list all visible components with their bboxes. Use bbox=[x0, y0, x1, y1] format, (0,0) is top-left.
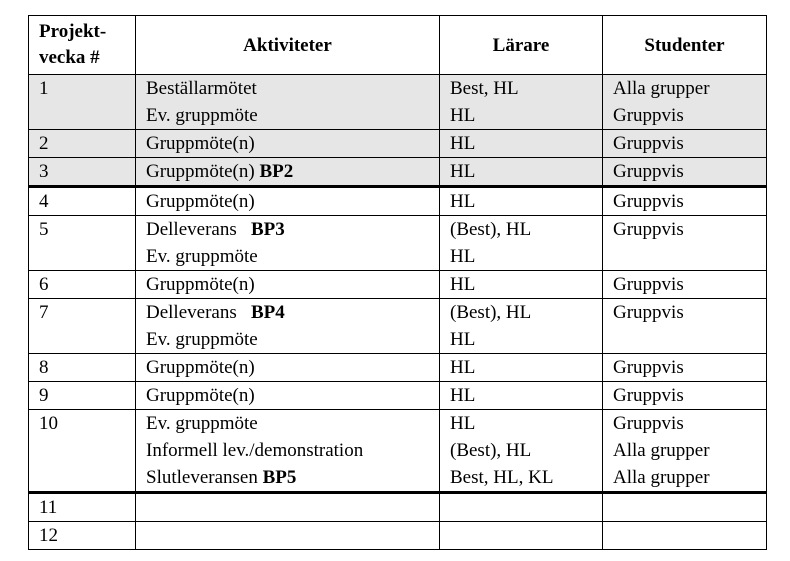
milestone-label: BP4 bbox=[250, 302, 285, 323]
teacher-line: HL bbox=[450, 246, 476, 267]
activities-cell bbox=[136, 493, 440, 522]
teacher-line: HL bbox=[450, 329, 476, 350]
teacher-line: HL bbox=[450, 385, 476, 406]
teachers-cell bbox=[440, 522, 603, 550]
students-cell bbox=[603, 522, 767, 550]
teachers-cell bbox=[440, 187, 603, 216]
activities-cell bbox=[136, 299, 440, 354]
milestone-label: BP3 bbox=[250, 219, 285, 240]
student-line: Alla grupper bbox=[613, 440, 710, 461]
teachers-cell bbox=[440, 410, 603, 493]
table-row bbox=[29, 299, 767, 354]
teacher-line: HL bbox=[450, 133, 476, 154]
teachers-cell bbox=[440, 75, 603, 130]
students-cell bbox=[603, 158, 767, 187]
teacher-line: HL bbox=[450, 413, 476, 434]
teacher-line: HL bbox=[450, 191, 476, 212]
header-week: Projekt- vecka # bbox=[29, 16, 136, 75]
students-cell bbox=[603, 354, 767, 382]
activity-text: Informell lev./demonstration bbox=[146, 440, 364, 461]
table-row bbox=[29, 382, 767, 410]
activity-line bbox=[146, 271, 439, 298]
activity-line bbox=[146, 410, 439, 437]
table-row bbox=[29, 522, 767, 550]
teacher-line: (Best), HL bbox=[450, 219, 532, 240]
activity-text: Gruppmöte(n) bbox=[146, 133, 255, 154]
activities-cell bbox=[136, 216, 440, 271]
activity-line bbox=[146, 158, 439, 185]
week-cell: 10 bbox=[29, 410, 136, 493]
student-line: Gruppvis bbox=[613, 161, 684, 182]
teacher-line: (Best), HL bbox=[450, 440, 532, 461]
activity-line bbox=[146, 299, 439, 326]
activities-cell bbox=[136, 410, 440, 493]
week-cell: 5 bbox=[29, 216, 136, 271]
teachers-cell bbox=[440, 382, 603, 410]
header-teachers: Lärare bbox=[440, 16, 603, 75]
week-cell: 12 bbox=[29, 522, 136, 550]
activities-cell bbox=[136, 158, 440, 187]
table-body bbox=[29, 75, 767, 550]
week-cell: 8 bbox=[29, 354, 136, 382]
activity-text: Gruppmöte(n) bbox=[146, 385, 255, 406]
teachers-cell bbox=[440, 354, 603, 382]
week-cell: 9 bbox=[29, 382, 136, 410]
activity-text: Gruppmöte(n) bbox=[146, 191, 255, 212]
activity-text: Delleverans bbox=[146, 219, 251, 240]
table-row bbox=[29, 354, 767, 382]
activity-line bbox=[146, 216, 439, 243]
activity-text: Gruppmöte(n) bbox=[146, 357, 255, 378]
teachers-cell bbox=[440, 130, 603, 158]
week-cell: 4 bbox=[29, 187, 136, 216]
students-cell bbox=[603, 299, 767, 354]
activity-text: Delleverans bbox=[146, 302, 251, 323]
students-cell bbox=[603, 130, 767, 158]
teacher-line: Best, HL, KL bbox=[450, 467, 554, 488]
teachers-cell bbox=[440, 493, 603, 522]
activities-cell bbox=[136, 354, 440, 382]
header-students: Studenter bbox=[603, 16, 767, 75]
student-line: Gruppvis bbox=[613, 385, 684, 406]
activity-text: Slutleveransen bbox=[146, 467, 263, 488]
table-header bbox=[29, 16, 767, 75]
activities-cell bbox=[136, 75, 440, 130]
week-cell: 2 bbox=[29, 130, 136, 158]
student-line: Gruppvis bbox=[613, 133, 684, 154]
students-cell bbox=[603, 410, 767, 493]
activity-line bbox=[146, 188, 439, 215]
table-row bbox=[29, 493, 767, 522]
student-line: Gruppvis bbox=[613, 219, 684, 240]
table-row bbox=[29, 410, 767, 493]
student-line: Alla grupper bbox=[613, 78, 710, 99]
student-line: Gruppvis bbox=[613, 191, 684, 212]
schedule-table bbox=[28, 15, 767, 550]
students-cell bbox=[603, 271, 767, 299]
students-cell bbox=[603, 382, 767, 410]
activity-line bbox=[146, 243, 439, 270]
activities-cell bbox=[136, 271, 440, 299]
activities-cell bbox=[136, 187, 440, 216]
table-row bbox=[29, 130, 767, 158]
activity-text: Gruppmöte(n) bbox=[146, 274, 255, 295]
student-line: Alla grupper bbox=[613, 467, 710, 488]
activity-line bbox=[146, 130, 439, 157]
table-row bbox=[29, 187, 767, 216]
week-cell: 1 bbox=[29, 75, 136, 130]
activity-text: Gruppmöte(n) bbox=[146, 161, 260, 182]
teacher-line: HL bbox=[450, 274, 476, 295]
activity-line bbox=[146, 75, 439, 102]
teacher-line: HL bbox=[450, 161, 476, 182]
activities-cell bbox=[136, 382, 440, 410]
activity-line bbox=[146, 354, 439, 381]
students-cell bbox=[603, 493, 767, 522]
activities-cell bbox=[136, 130, 440, 158]
activity-text: Ev. gruppmöte bbox=[146, 329, 258, 350]
table-row bbox=[29, 75, 767, 130]
teachers-cell bbox=[440, 299, 603, 354]
student-line: Gruppvis bbox=[613, 105, 684, 126]
activity-text: Ev. gruppmöte bbox=[146, 413, 258, 434]
table-row bbox=[29, 271, 767, 299]
student-line: Gruppvis bbox=[613, 274, 684, 295]
activity-text: Ev. gruppmöte bbox=[146, 246, 258, 267]
students-cell bbox=[603, 75, 767, 130]
students-cell bbox=[603, 187, 767, 216]
students-cell bbox=[603, 216, 767, 271]
activity-line bbox=[146, 326, 439, 353]
student-line: Gruppvis bbox=[613, 413, 684, 434]
activity-line bbox=[146, 102, 439, 129]
teacher-line: (Best), HL bbox=[450, 302, 532, 323]
milestone-label: BP5 bbox=[262, 467, 297, 488]
activity-line bbox=[146, 382, 439, 409]
week-cell: 3 bbox=[29, 158, 136, 187]
activity-line bbox=[146, 437, 439, 464]
table-row bbox=[29, 158, 767, 187]
week-cell: 6 bbox=[29, 271, 136, 299]
milestone-label: BP2 bbox=[259, 161, 294, 182]
activity-line bbox=[146, 464, 439, 491]
activities-cell bbox=[136, 522, 440, 550]
week-cell: 7 bbox=[29, 299, 136, 354]
header-activities: Aktiviteter bbox=[136, 16, 440, 75]
student-line: Gruppvis bbox=[613, 357, 684, 378]
teachers-cell bbox=[440, 158, 603, 187]
table-row bbox=[29, 216, 767, 271]
teacher-line: Best, HL bbox=[450, 78, 519, 99]
activity-text: Beställarmötet bbox=[146, 78, 257, 99]
week-cell: 11 bbox=[29, 493, 136, 522]
student-line: Gruppvis bbox=[613, 302, 684, 323]
activity-text: Ev. gruppmöte bbox=[146, 105, 258, 126]
teacher-line: HL bbox=[450, 105, 476, 126]
teachers-cell bbox=[440, 271, 603, 299]
teacher-line: HL bbox=[450, 357, 476, 378]
teachers-cell bbox=[440, 216, 603, 271]
